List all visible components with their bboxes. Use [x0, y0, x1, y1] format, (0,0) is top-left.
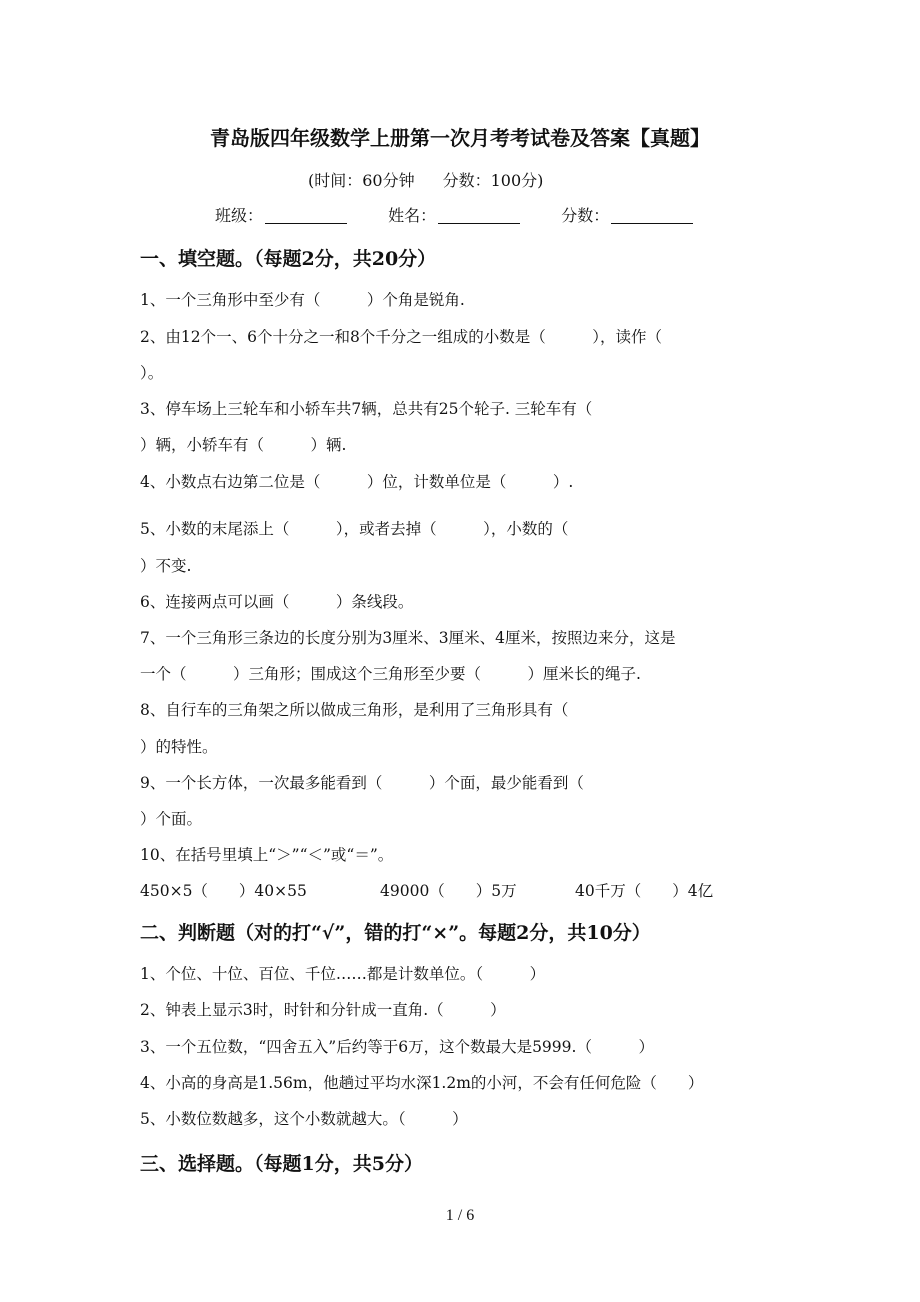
total-score-info: 分数：100分)	[442, 171, 544, 190]
question-line: 2、钟表上显示3时，时针和分针成一直角.（ ）	[140, 1001, 506, 1019]
question-line: 8、自行车的三角架之所以做成三角形，是利用了三角形具有（	[140, 701, 569, 719]
question-line: 7、一个三角形三条边的长度分别为3厘米、3厘米、4厘米，按照边来分，这是	[140, 629, 676, 647]
question-line: 9、一个长方体，一次最多能看到（ ）个面，最少能看到（	[140, 774, 584, 792]
question-line: ）不变.	[140, 557, 192, 575]
class-field	[215, 203, 347, 226]
question-line: 4、小数点右边第二位是（ ）位，计数单位是（ ）.	[140, 473, 574, 491]
score-blank	[611, 205, 693, 224]
compare-item: 40千万（ ）4亿	[575, 882, 714, 900]
question-line: 5、小数的末尾添上（ ），或者去掉（ ），小数的（	[140, 520, 569, 538]
score-field	[561, 203, 693, 226]
question-line: 10、在括号里填上“＞”“＜”或“＝”。	[140, 846, 394, 864]
question-line: 3、停车场上三轮车和小轿车共7辆，总共有25个轮子. 三轮车有（	[140, 400, 593, 418]
page-number: 1 / 6	[445, 1207, 475, 1224]
question-line: 一个（ ）三角形；围成这个三角形至少要（ ）厘米长的绳子.	[140, 665, 641, 683]
compare-item: 49000（ ）5万	[380, 882, 517, 900]
compare-item: 450×5（ ）40×55	[140, 882, 307, 900]
question-line: ）的特性。	[140, 738, 218, 756]
question-line: 1、个位、十位、百位、千位……都是计数单位。（ ）	[140, 965, 546, 983]
question-line: 2、由12个一、6个十分之一和8个千分之一组成的小数是（ ），读作（	[140, 328, 663, 346]
question-line: ）。	[140, 364, 164, 382]
exam-meta	[308, 168, 543, 191]
compare-row	[140, 879, 713, 901]
question-line: 1、一个三角形中至少有（ ）个角是锐角.	[140, 291, 465, 309]
name-label: 姓名：	[388, 206, 437, 225]
question-line: 6、连接两点可以画（ ）条线段。	[140, 593, 414, 611]
score-label: 分数：	[561, 206, 610, 225]
time-info: (时间：60分钟	[308, 171, 415, 190]
question-line: ）辆，小轿车有（ ）辆.	[140, 436, 347, 454]
question-line: 4、小高的身高是1.56m，他趟过平均水深1.2m的小河，不会有任何危险（ ）	[140, 1074, 704, 1092]
section-heading-fill-blank: 一、填空题。（每题2分，共20分）	[140, 248, 437, 270]
class-blank	[265, 205, 347, 224]
question-line: ）个面。	[140, 810, 203, 828]
section-heading-true-false: 二、判断题（对的打“√”，错的打“×”。每题2分，共10分）	[140, 922, 651, 944]
section-heading-multiple-choice: 三、选择题。（每题1分，共5分）	[140, 1153, 423, 1175]
name-field	[388, 203, 520, 226]
student-info-fields	[215, 203, 729, 226]
name-blank	[438, 205, 520, 224]
question-line: 5、小数位数越多，这个小数就越大。（ ）	[140, 1110, 468, 1128]
class-label: 班级：	[215, 206, 264, 225]
exam-title: 青岛版四年级数学上册第一次月考考试卷及答案【真题】	[210, 126, 710, 150]
question-line: 3、一个五位数，“四舍五入”后约等于6万，这个数最大是5999.（ ）	[140, 1038, 654, 1056]
